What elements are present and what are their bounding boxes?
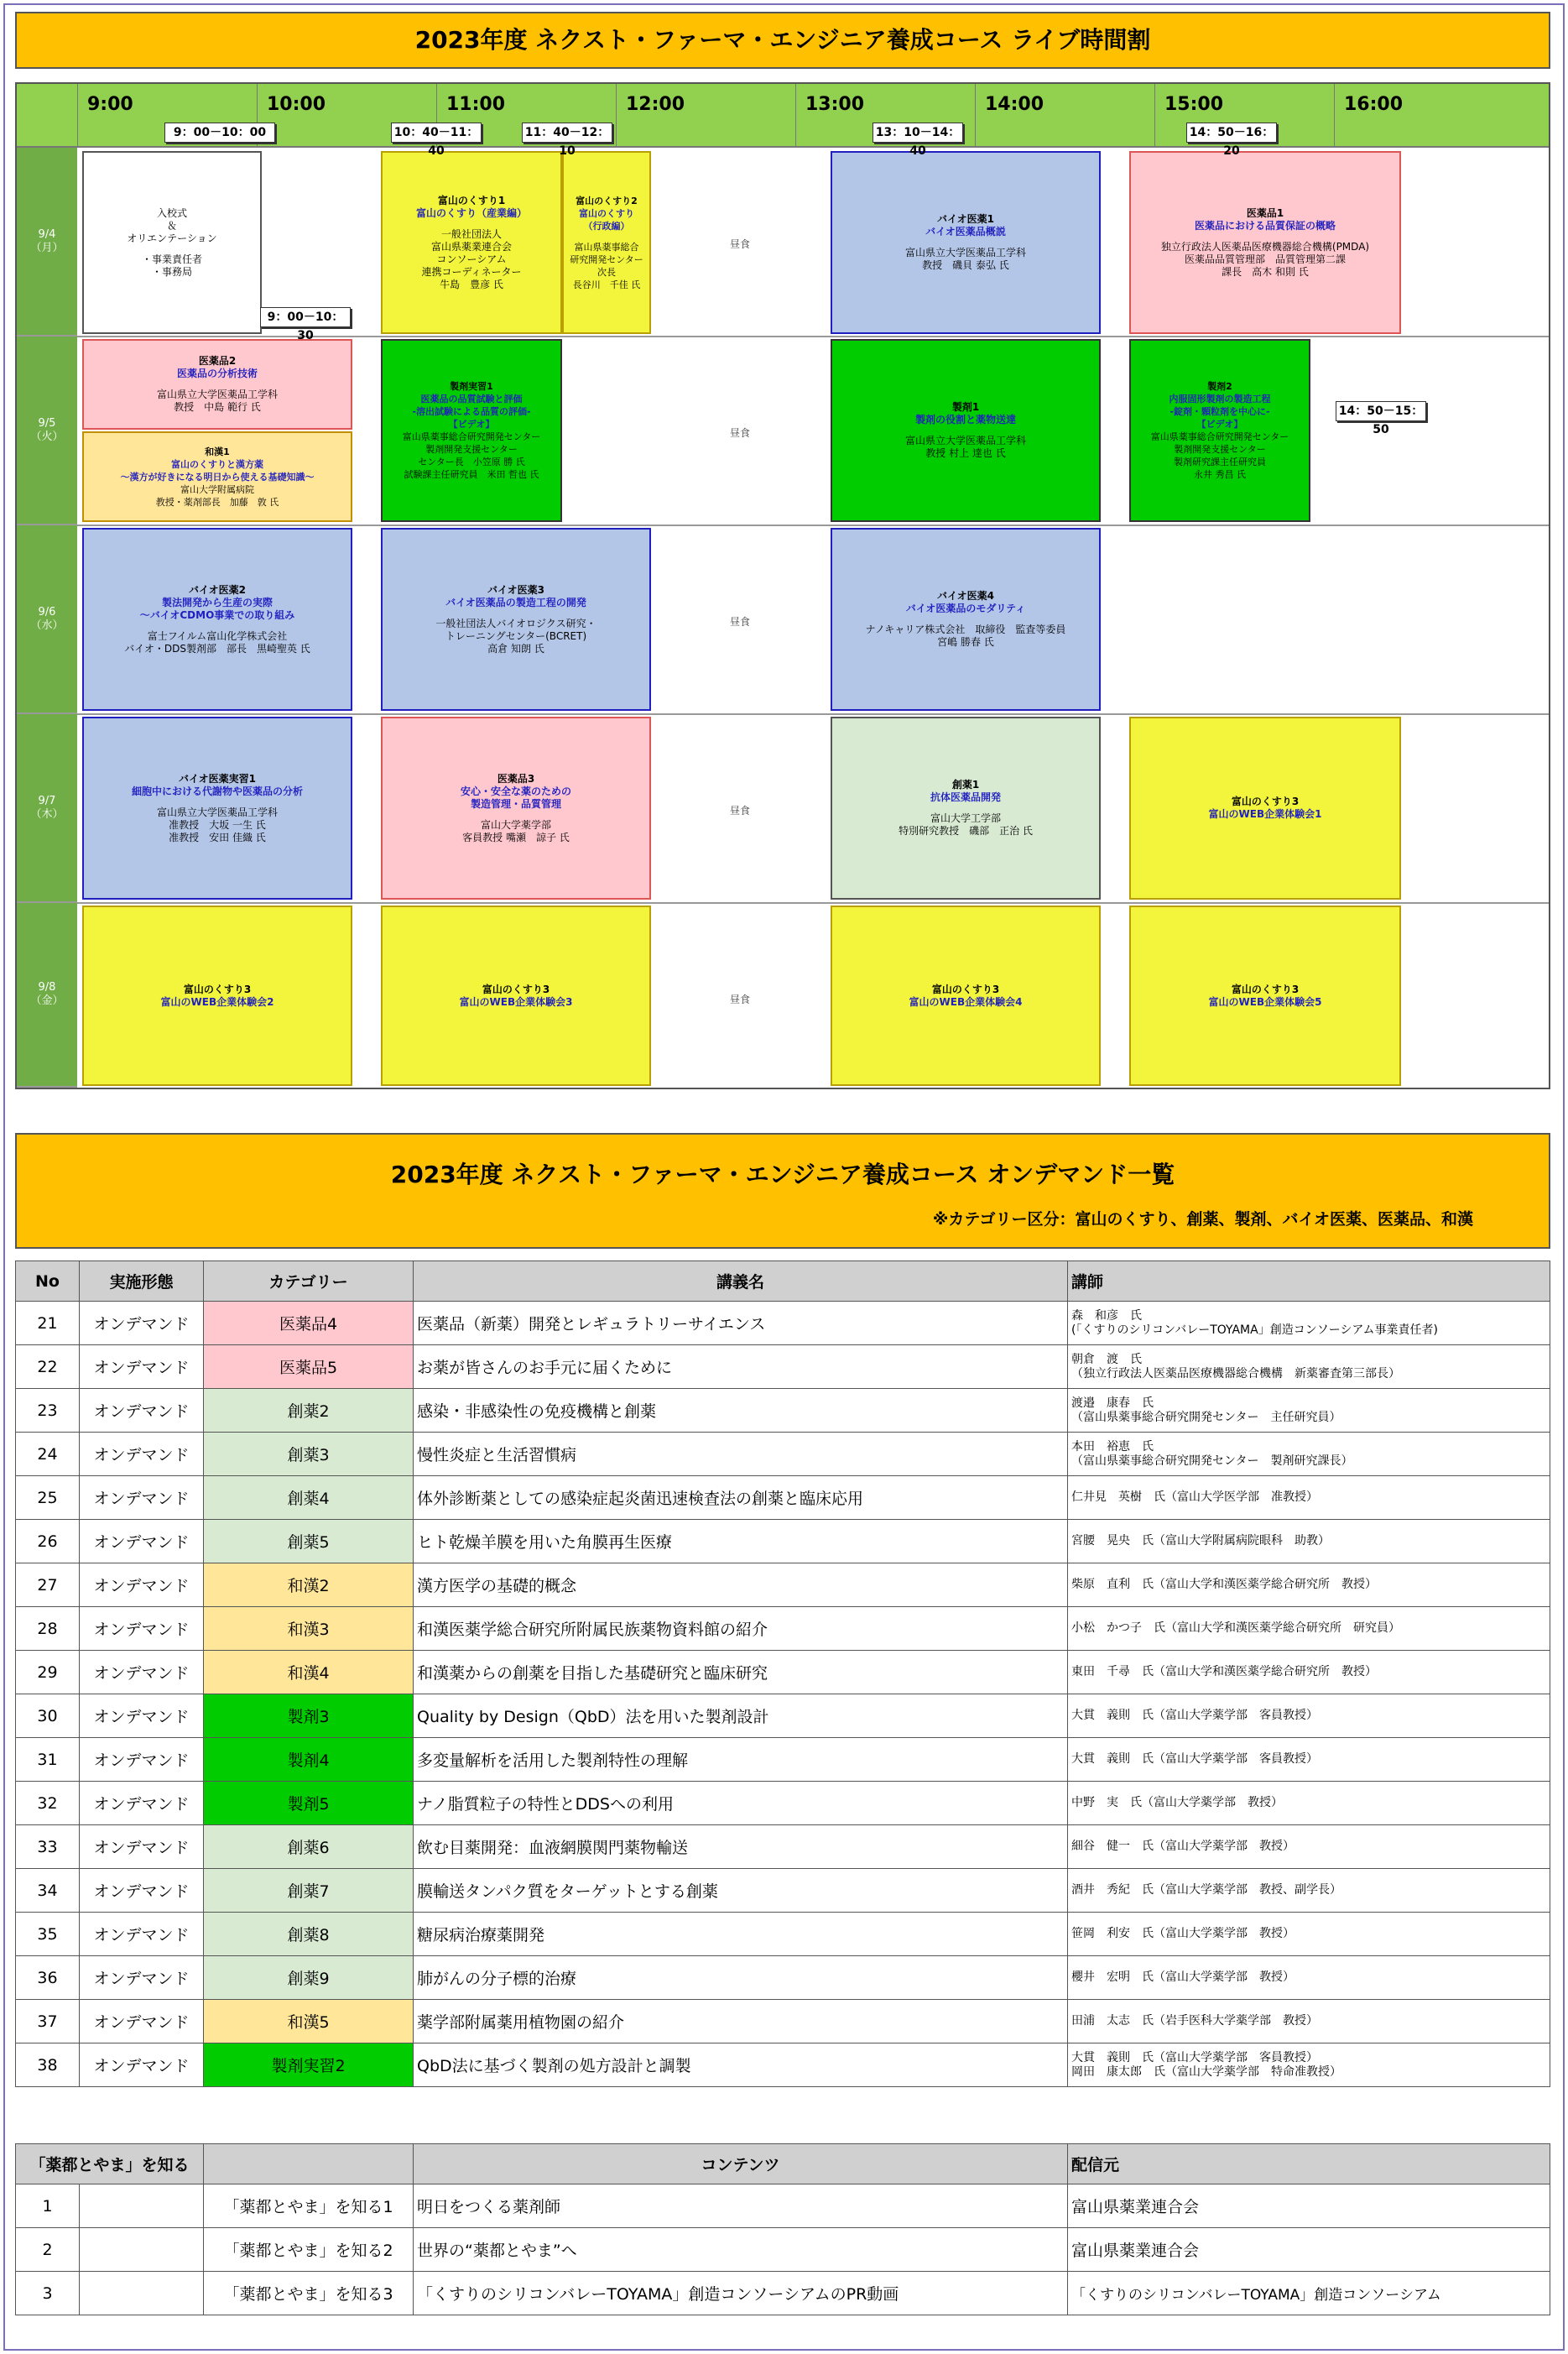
row-lecturer: 森 和彦 氏 (「くすりのシリコンバレーTOYAMA」創造コンソーシアム事業責任者) <box>1068 1302 1550 1345</box>
row-lecturer: 仁井見 英樹 氏（富山大学医学部 准教授） <box>1068 1476 1550 1520</box>
session-toyama-medicine-1: 富山のくすり1 富山のくすり（産業編） 一般社団法人 富山県薬業連合会 コンソーシアム 連携コーディネーター 牛島 豊彦 氏 <box>381 151 562 334</box>
header-toyama: 「薬都とやま」を知る <box>16 2144 204 2184</box>
row-no: 29 <box>16 1651 80 1694</box>
session-formulation-2: 製剤2 内服固形製剤の製造工程 -錠剤・顆粒剤を中心に- 【ビデオ】 富山県薬事総合研究開発センター 製剤開発支援センター 製剤研究課主任研究員 永井 秀昌 氏 <box>1129 339 1310 522</box>
row-no: 23 <box>16 1389 80 1433</box>
session-toyama-medicine-2: 富山のくすり2 富山のくすり （行政編） 富山県薬事総合 研究開発センター 次長 長谷川 千佳 氏 <box>562 151 651 334</box>
header-blank <box>204 2144 414 2184</box>
row-category: 創薬5 <box>204 1520 414 1563</box>
row-no: 30 <box>16 1694 80 1738</box>
row-lecture-title: 膜輸送タンパク質をターゲットとする創薬 <box>414 1869 1068 1913</box>
callout-time: 14：50－16：20 <box>1186 123 1277 143</box>
row-no: 1 <box>16 2184 80 2228</box>
row-lecturer: 中野 実 氏（富山大学薬学部 教授） <box>1068 1782 1550 1825</box>
row-lecturer: 酒井 秀紀 氏（富山大学薬学部 教授、副学長） <box>1068 1869 1550 1913</box>
table-row <box>16 1433 1550 1476</box>
row-lecture-title: 慢性炎症と生活習慣病 <box>414 1433 1068 1476</box>
row-lecturer: 宮腰 晃央 氏（富山大学附属病院眼科 助教） <box>1068 1520 1550 1563</box>
row-type: オンデマンド <box>80 1476 204 1520</box>
row-lecturer: 大貫 義則 氏（富山大学薬学部 客員教授） 岡田 康太郎 氏（富山大学薬学部 特命准教授） <box>1068 2043 1550 2087</box>
row-no: 27 <box>16 1563 80 1607</box>
table-row <box>16 1956 1550 2000</box>
row-no: 26 <box>16 1520 80 1563</box>
row-category: 創薬8 <box>204 1913 414 1956</box>
row-lecture-title: お薬が皆さんのお手元に届くために <box>414 1345 1068 1389</box>
row-no: 24 <box>16 1433 80 1476</box>
row-category: 創薬6 <box>204 1825 414 1869</box>
callout-time: 9：00－10：30 <box>260 307 351 327</box>
session-bio-2: バイオ医薬2 製法開発から生産の実際 ～バイオCDMO事業での取り組み 富士フイルム富山化学株式会社 バイオ・DDS製剤部 部長 黒崎聖英 氏 <box>82 528 352 711</box>
row-type: オンデマンド <box>80 1302 204 1345</box>
row-no: 36 <box>16 1956 80 2000</box>
row-category: 医薬品5 <box>204 1345 414 1389</box>
session-web-experience-2: 富山のくすり3 富山のWEB企業体験会2 <box>82 906 352 1086</box>
row-type: オンデマンド <box>80 1694 204 1738</box>
row-type: オンデマンド <box>80 1520 204 1563</box>
row-name: 「薬都とやま」を知る1 <box>204 2184 414 2228</box>
ondemand-header-row <box>16 1261 1550 1302</box>
header-category: カテゴリー <box>204 1261 414 1302</box>
day-9-6: 9/6 （水） <box>17 525 77 714</box>
session-web-experience-4: 富山のくすり3 富山のWEB企業体験会4 <box>831 906 1101 1086</box>
session-pharma-1: 医薬品1 医薬品における品質保証の概略 独立行政法人医薬品医療機器総合機構(PMDA) 医薬品品質管理部 品質管理第二課 課長 高木 和則 氏 <box>1129 151 1401 334</box>
session-bio-3: バイオ医薬3 バイオ医薬品の製造工程の開発 一般社団法人バイオロジクス研究・ トレーニングセンター(BCRET) 高倉 知朗 氏 <box>381 528 651 711</box>
table-row <box>16 1913 1550 1956</box>
ondemand-table <box>15 1261 1550 2087</box>
callout-time: 10：40－11：40 <box>391 123 482 143</box>
row-lecture-title: ナノ脂質粒子の特性とDDSへの利用 <box>414 1782 1068 1825</box>
table-row <box>16 1782 1550 1825</box>
row-type: オンデマンド <box>80 1651 204 1694</box>
header-contents: コンテンツ <box>414 2144 1068 2184</box>
header-lecturer: 講師 <box>1068 1261 1550 1302</box>
session-bio-1: バイオ医薬1 バイオ医薬品概説 富山県立大学医薬品工学科 教授 磯貝 泰弘 氏 <box>831 151 1101 334</box>
session-bio-practice-1: バイオ医薬実習1 細胞中における代謝物や医薬品の分析 富山県立大学医薬品工学科 准教授 大坂 一生 氏 准教授 安田 佳織 氏 <box>82 717 352 900</box>
day-9-7: 9/7 （木） <box>17 714 77 903</box>
row-lecturer: 本田 裕恵 氏 （富山県薬事総合研究開発センター 製剤研究課長） <box>1068 1433 1550 1476</box>
tick-9: 9:00 <box>87 94 133 115</box>
callout-time: 13：10－14：40 <box>873 123 963 143</box>
table-row <box>16 2228 1550 2272</box>
row-lecturer: 大貫 義則 氏（富山大学薬学部 客員教授） <box>1068 1738 1550 1782</box>
row-type: オンデマンド <box>80 1782 204 1825</box>
row-lecturer: 朝倉 渡 氏 （独立行政法人医薬品医療機器総合機構 新薬審査第三部長） <box>1068 1345 1550 1389</box>
row-lecturer: 田浦 太志 氏（岩手医科大学薬学部 教授） <box>1068 2000 1550 2043</box>
day-9-4: 9/4 （月） <box>17 148 77 337</box>
row-type: オンデマンド <box>80 1913 204 1956</box>
row-no: 2 <box>16 2228 80 2272</box>
session-pharma-3: 医薬品3 安心・安全な薬のための 製造管理・品質管理 富山大学薬学部 客員教授 嘴瀬 諒子 氏 <box>381 717 651 900</box>
lunch-label: 昼食 <box>730 805 751 817</box>
session-wakan-1: 和漢1 富山のくすりと漢方薬 ～漢方が好きになる明日から使える基礎知識～ 富山大学附属病院 教授・薬剤部長 加藤 敦 氏 <box>82 431 352 522</box>
row-type: オンデマンド <box>80 2043 204 2087</box>
row-lecturer: 笹岡 利安 氏（富山大学薬学部 教授） <box>1068 1913 1550 1956</box>
row-category: 和漢4 <box>204 1651 414 1694</box>
row-blank <box>80 2272 204 2315</box>
row-category: 製剤4 <box>204 1738 414 1782</box>
row-lecturer: 東田 千尋 氏（富山大学和漢医薬学総合研究所 教授） <box>1068 1651 1550 1694</box>
row-category: 創薬3 <box>204 1433 414 1476</box>
row-lecturer: 渡邉 康春 氏 （富山県薬事総合研究開発センター 主任研究員） <box>1068 1389 1550 1433</box>
day-9-8: 9/8 （金） <box>17 903 77 1088</box>
row-name: 「薬都とやま」を知る3 <box>204 2272 414 2315</box>
row-category: 和漢5 <box>204 2000 414 2043</box>
tick-12: 12:00 <box>626 94 685 115</box>
category-note: ※カテゴリー区分：富山のくすり、創薬、製剤、バイオ医薬、医薬品、和漢 <box>932 1210 1473 1229</box>
row-lecture-title: 和漢医薬学総合研究所附属民族薬物資料館の紹介 <box>414 1607 1068 1651</box>
session-web-experience-5: 富山のくすり3 富山のWEB企業体験会5 <box>1129 906 1401 1086</box>
table-row <box>16 2184 1550 2228</box>
row-category: 創薬2 <box>204 1389 414 1433</box>
table-row <box>16 2272 1550 2315</box>
row-content: 明日をつくる薬剤師 <box>414 2184 1068 2228</box>
live-schedule <box>15 82 1550 1089</box>
row-type: オンデマンド <box>80 1345 204 1389</box>
session-formulation-1: 製剤1 製剤の役割と薬物送達 富山県立大学医薬品工学科 教授 村上 達也 氏 <box>831 339 1101 522</box>
row-type: オンデマンド <box>80 1825 204 1869</box>
row-lecture-title: ヒト乾燥羊膜を用いた角膜再生医療 <box>414 1520 1068 1563</box>
table-row <box>16 1563 1550 1607</box>
row-source: 富山県薬業連合会 <box>1068 2184 1550 2228</box>
table-row <box>16 1302 1550 1345</box>
row-no: 35 <box>16 1913 80 1956</box>
row-no: 28 <box>16 1607 80 1651</box>
row-source: 「くすりのシリコンバレーTOYAMA」創造コンソーシアム <box>1068 2272 1550 2315</box>
tick-10: 10:00 <box>267 94 326 115</box>
row-no: 21 <box>16 1302 80 1345</box>
row-name: 「薬都とやま」を知る2 <box>204 2228 414 2272</box>
header-corner <box>17 84 77 148</box>
row-lecture-title: 漢方医学の基礎的概念 <box>414 1563 1068 1607</box>
lunch-label: 昼食 <box>730 427 751 439</box>
table-row <box>16 1869 1550 1913</box>
row-lecturer: 柴原 直利 氏（富山大学和漢医薬学総合研究所 教授） <box>1068 1563 1550 1607</box>
row-no: 37 <box>16 2000 80 2043</box>
row-type: オンデマンド <box>80 1563 204 1607</box>
header-lecture: 講義名 <box>414 1261 1068 1302</box>
lunch-label: 昼食 <box>730 238 751 250</box>
row-no: 33 <box>16 1825 80 1869</box>
tick-11: 11:00 <box>446 94 506 115</box>
row-lecturer: 大貫 義則 氏（富山大学薬学部 客員教授） <box>1068 1694 1550 1738</box>
row-no: 3 <box>16 2272 80 2315</box>
table-row <box>16 1738 1550 1782</box>
row-type: オンデマンド <box>80 1433 204 1476</box>
session-bio-4: バイオ医薬4 バイオ医薬品のモダリティ ナノキャリア株式会社 取締役 監査等委員 宮嶋 勝春 氏 <box>831 528 1101 711</box>
row-blank <box>80 2184 204 2228</box>
row-no: 38 <box>16 2043 80 2087</box>
table-row <box>16 2043 1550 2087</box>
row-lecture-title: 薬学部附属薬用植物園の紹介 <box>414 2000 1068 2043</box>
callout-time: 14：50－15：50 <box>1336 401 1426 421</box>
day-9-5: 9/5 （火） <box>17 337 77 525</box>
row-category: 製剤5 <box>204 1782 414 1825</box>
ondemand-title: 2023年度 ネクスト・ファーマ・エンジニア養成コース オンデマンド一覧 <box>390 1161 1175 1188</box>
row-lecture-title: QbD法に基づく製剤の処方設計と調製 <box>414 2043 1068 2087</box>
header-no: No <box>16 1261 80 1302</box>
live-schedule-title: 2023年度 ネクスト・ファーマ・エンジニア養成コース ライブ時間割 <box>15 12 1550 69</box>
session-pharma-2: 医薬品2 医薬品の分析技術 富山県立大学医薬品工学科 教授 中島 範行 氏 <box>82 339 352 430</box>
ondemand-title-bar <box>15 1133 1550 1249</box>
tick-15: 15:00 <box>1164 94 1224 115</box>
toyama-header-row <box>16 2144 1550 2184</box>
row-content: 「くすりのシリコンバレーTOYAMA」創造コンソーシアムのPR動画 <box>414 2272 1068 2315</box>
row-lecturer: 櫻井 宏明 氏（富山大学薬学部 教授） <box>1068 1956 1550 2000</box>
row-type: オンデマンド <box>80 1607 204 1651</box>
row-no: 32 <box>16 1782 80 1825</box>
table-row <box>16 1476 1550 1520</box>
row-category: 創薬9 <box>204 1956 414 2000</box>
time-header <box>77 84 1549 148</box>
row-lecture-title: Quality by Design（QbD）法を用いた製剤設計 <box>414 1694 1068 1738</box>
row-lecture-title: 医薬品（新薬）開発とレギュラトリーサイエンス <box>414 1302 1068 1345</box>
row-lecture-title: 肺がんの分子標的治療 <box>414 1956 1068 2000</box>
row-lecturer: 細谷 健一 氏（富山大学薬学部 教授） <box>1068 1825 1550 1869</box>
row-category: 和漢3 <box>204 1607 414 1651</box>
tick-14: 14:00 <box>985 94 1044 115</box>
row-lecture-title: 体外診断薬としての感染症起炎菌迅速検査法の創薬と臨床応用 <box>414 1476 1068 1520</box>
row-type: オンデマンド <box>80 1869 204 1913</box>
table-row <box>16 1694 1550 1738</box>
row-content: 世界の“薬都とやま”へ <box>414 2228 1068 2272</box>
tick-13: 13:00 <box>805 94 865 115</box>
row-category: 和漢2 <box>204 1563 414 1607</box>
row-category: 医薬品4 <box>204 1302 414 1345</box>
row-category: 製剤3 <box>204 1694 414 1738</box>
table-row <box>16 1825 1550 1869</box>
session-web-experience-3: 富山のくすり3 富山のWEB企業体験会3 <box>381 906 651 1086</box>
session-web-experience-1: 富山のくすり3 富山のWEB企業体験会1 <box>1129 717 1401 900</box>
row-category: 創薬7 <box>204 1869 414 1913</box>
lunch-label: 昼食 <box>730 994 751 1005</box>
row-type: オンデマンド <box>80 1738 204 1782</box>
row-blank <box>80 2228 204 2272</box>
lunch-label: 昼食 <box>730 616 751 628</box>
row-no: 22 <box>16 1345 80 1389</box>
row-lecture-title: 感染・非感染性の免疫機構と創薬 <box>414 1389 1068 1433</box>
row-no: 25 <box>16 1476 80 1520</box>
header-source: 配信元 <box>1068 2144 1550 2184</box>
row-lecture-title: 飲む目薬開発：血液網膜関門薬物輸送 <box>414 1825 1068 1869</box>
row-type: オンデマンド <box>80 1389 204 1433</box>
row-category: 創薬4 <box>204 1476 414 1520</box>
toyama-table <box>15 2143 1550 2315</box>
row-lecture-title: 糖尿病治療薬開発 <box>414 1913 1068 1956</box>
callout-time: 9：00－10：00 <box>164 123 275 143</box>
table-row <box>16 1607 1550 1651</box>
row-no: 31 <box>16 1738 80 1782</box>
table-row <box>16 1651 1550 1694</box>
row-no: 34 <box>16 1869 80 1913</box>
callout-time: 11：40－12：10 <box>522 123 612 143</box>
session-formulation-practice-1: 製剤実習1 医薬品の品質試験と評価 -溶出試験による品質の評価- 【ビデオ】 富山県薬事総合研究開発センター 製剤開発支援センター センター長 小笠原 勝 氏 試験課主任研究員 米田 哲也 氏 <box>381 339 562 522</box>
row-type: オンデマンド <box>80 1956 204 2000</box>
table-row <box>16 1520 1550 1563</box>
row-lecturer: 小松 かつ子 氏（富山大学和漢医薬学総合研究所 研究員） <box>1068 1607 1550 1651</box>
row-source: 富山県薬業連合会 <box>1068 2228 1550 2272</box>
row-lecture-title: 多変量解析を活用した製剤特性の理解 <box>414 1738 1068 1782</box>
row-type: オンデマンド <box>80 2000 204 2043</box>
session-drug-discovery-1: 創薬1 抗体医薬品開発 富山大学工学部 特別研究教授 磯部 正治 氏 <box>831 717 1101 900</box>
header-type: 実施形態 <box>80 1261 204 1302</box>
session-entrance-orientation: 入校式 ＆ オリエンテーション ・事業責任者 ・事務局 <box>82 151 262 334</box>
table-row <box>16 2000 1550 2043</box>
table-row <box>16 1389 1550 1433</box>
row-lecture-title: 和漢薬からの創薬を目指した基礎研究と臨床研究 <box>414 1651 1068 1694</box>
tick-16: 16:00 <box>1344 94 1404 115</box>
row-category: 製剤実習2 <box>204 2043 414 2087</box>
table-row <box>16 1345 1550 1389</box>
